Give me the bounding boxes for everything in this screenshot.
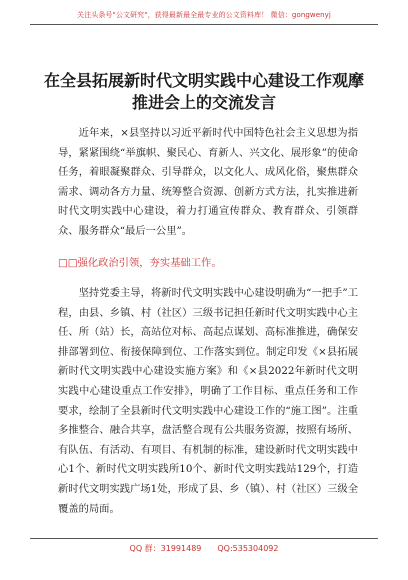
- footer-note: QQ 群：31991489 QQ:535304092: [129, 544, 279, 553]
- section-bullet: □□: [58, 257, 78, 269]
- section-heading-text: 强化政治引领，夯实基础工作。: [77, 257, 222, 269]
- footer-divider: [30, 538, 378, 539]
- header-note: 关注头条号"公文研究"，获得最新最全最专业的公文资料库！ 微信：gongwenyj: [77, 11, 331, 19]
- section-heading: [58, 254, 358, 274]
- document-title: 在全县拓展新时代文明实践中心建设工作观摩推进会上的交流发言: [43, 71, 364, 112]
- paragraph-body: 坚持党委主导，将新时代文明实践中心建设明确为“一把手”工程，由县、乡镇、村（社区）三级书记担任新时代文明实践中心主任、所（站）长，高站位对标、高起点谋划、高标准推进，确保安排部署到位、衔接保障到位、工作落实到位。制定印发《×县拓展新时代文明实践中心建设实施方案》和《×县2022年新时代文明实践中心建设重点工作安排》，明确了工作目标、重点任务和工作要求，绘制了全县新时代文明实践中心建设工作的“施工图”。注重多推整合、融合共享，盘活整合现有公共服务资源，按照有场所、有队伍、有活动、有项目、有机制的标准，建设新时代文明实践中心1个、新时代文明实践所10个、新时代文明实践站129个，打造新时代文明实践广场1处，形成了县、乡（镇）、村（社区）三级全覆盖的局面。: [58, 287, 359, 515]
- header-divider: [30, 24, 378, 25]
- paragraph-intro: 近年来，×县坚持以习近平新时代中国特色社会主义思想为指导，紧紧围绕“举旗帜、聚民心、育新人、兴文化、展形象”的使命任务，着眼凝聚群众、引导群众，以文化人、成风化俗，聚焦群众需求、调动各方力量、统筹整合资源、创新方式方法，扎实推进新时代文明实践中心建设，着力打通宣传群众、教育群众、引领群众、服务群众“最后一公里”。: [58, 127, 358, 237]
